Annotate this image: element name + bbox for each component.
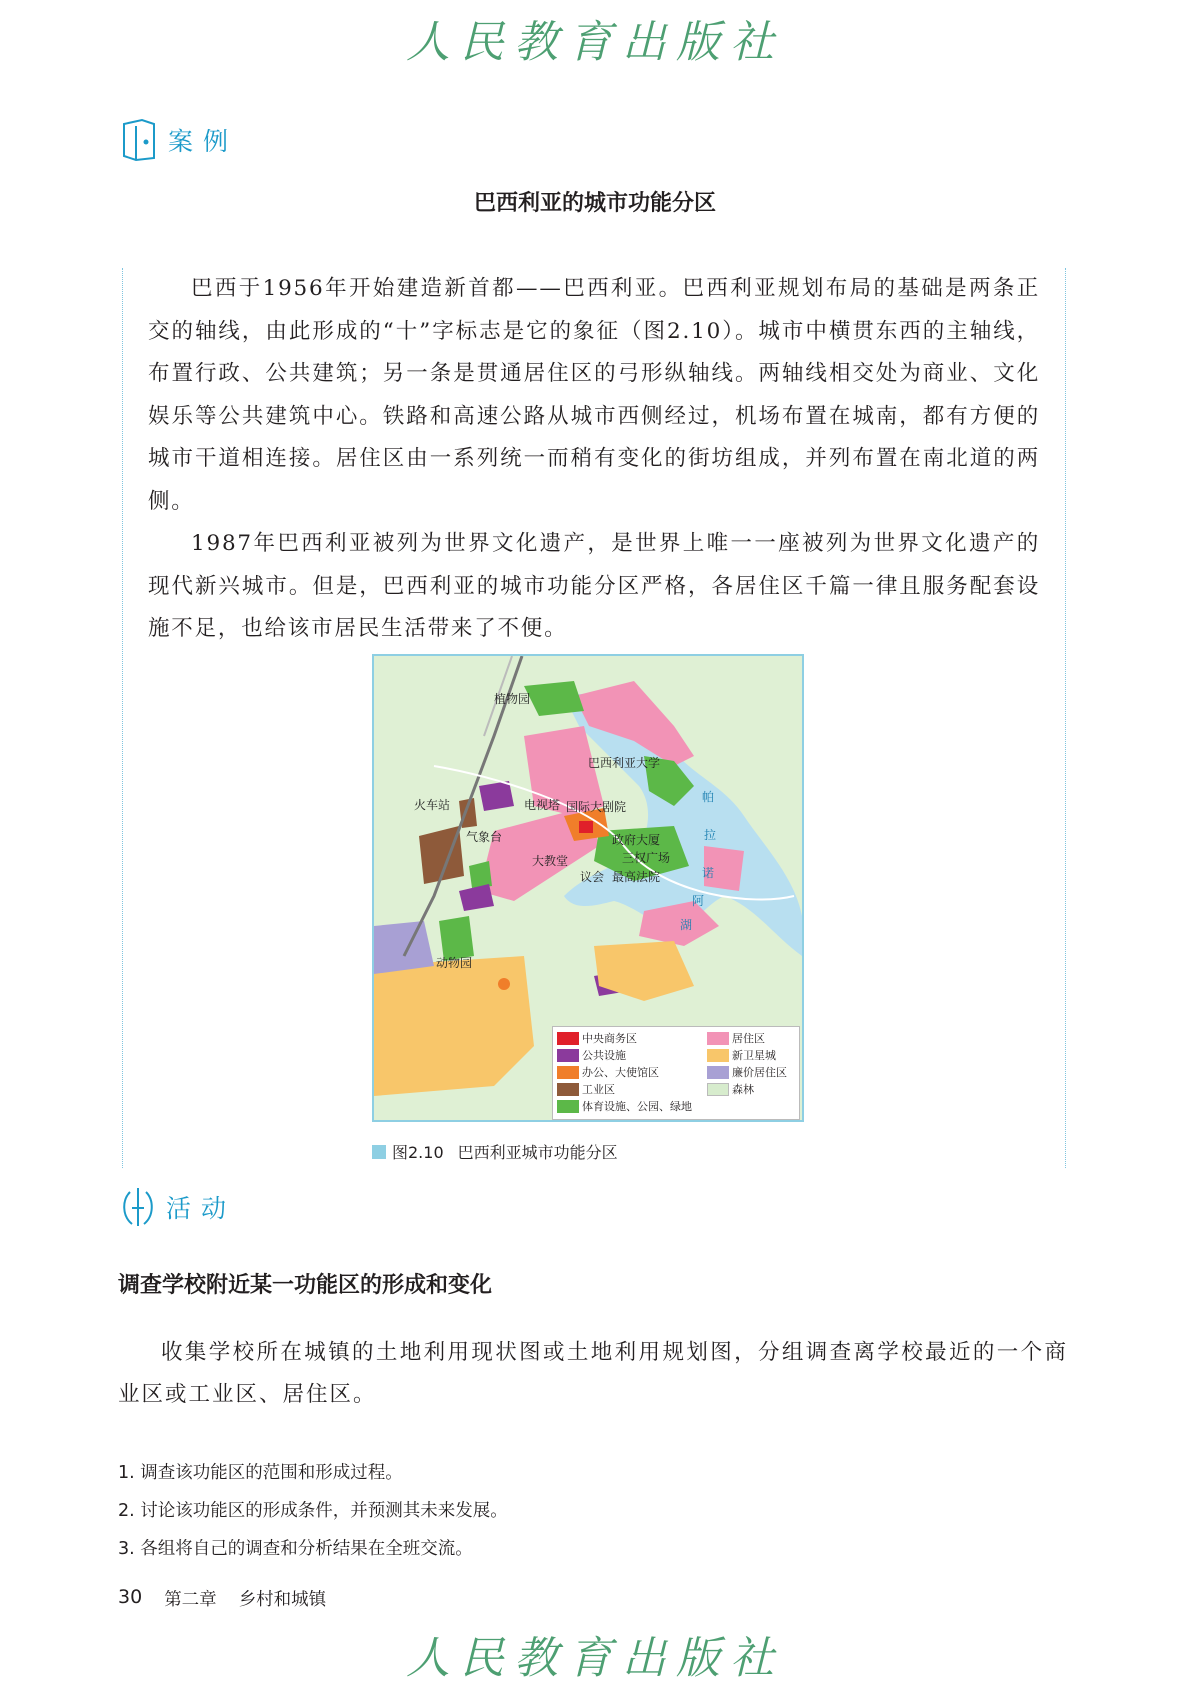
label-lake-5: 湖 [680, 918, 693, 932]
activity-title: 调查学校附近某一功能区的形成和变化 [118, 1273, 493, 1298]
label-theater: 国际大剧院 [566, 800, 627, 814]
case-title: 巴西利亚的城市功能分区 [473, 191, 716, 216]
label-lake-1: 帕 [702, 790, 715, 804]
activity-intro: 收集学校所在城镇的土地利用现状图或土地利用规划图，分组调查离学校最近的一个商业区或工业区、居住区。 [118, 1340, 1068, 1407]
figure-caption [372, 1140, 618, 1163]
label-tower: 电视塔 [524, 798, 561, 812]
label-court: 最高法院 [612, 870, 661, 884]
case-paragraph-1: 巴西于1956年开始建造新首都——巴西利亚。巴西利亚规划布局的基础是两条正交的轴线，由此形成的“十”字标志是它的象征（图2.10）。城市中横贯东西的主轴线，布置行政、公共建筑；另一条是贯通居住区的弓形纵轴线。两轴线相交处为商业、文化娱乐等公共建筑中心。铁路和高速公路从城市西侧经过，机场布置在城南，都有方便的城市干道相连接。居住区由一系列统一而稍有变化的街坊组成，并列布置在南北道的两侧。 [148, 276, 1040, 514]
label-lake-2: 拉 [704, 828, 717, 842]
label-weather: 气象台 [466, 830, 503, 844]
legend-item-parks: 体育设施、公园、绿地 [557, 1098, 692, 1114]
task-list [118, 1454, 508, 1568]
legend-item-lowcost: 廉价居住区 [707, 1064, 787, 1080]
case-label: 案例 [168, 127, 239, 156]
chapter-number: 第二章 [164, 1590, 217, 1610]
task-item-3: 3. 各组将自己的调查和分析结果在全班交流。 [118, 1539, 473, 1559]
figure-caption-text: 巴西利亚城市功能分区 [457, 1143, 618, 1162]
label-university: 巴西利亚大学 [588, 756, 661, 770]
page-footer [118, 1586, 326, 1611]
chapter-title: 乡村和城镇 [238, 1590, 327, 1610]
label-botanical: 植物园 [494, 692, 531, 706]
legend-item-satellite: 新卫星城 [707, 1047, 776, 1063]
legend-item-public: 公共设施 [557, 1047, 626, 1063]
map-legend [552, 1026, 800, 1120]
label-square: 三权广场 [622, 851, 671, 865]
label-zoo: 动物园 [436, 956, 473, 970]
page-number: 30 [118, 1586, 143, 1608]
caption-square-icon [372, 1145, 386, 1159]
legend-item-cbd: 中央商务区 [557, 1030, 637, 1046]
task-item-1: 1. 调查该功能区的范围和形成过程。 [118, 1463, 403, 1483]
label-station: 火车站 [414, 798, 451, 812]
label-gov: 政府大厦 [612, 833, 661, 847]
legend-item-forest: 森林 [707, 1081, 754, 1097]
activity-section-header [120, 1186, 236, 1228]
label-cathedral: 大教堂 [532, 854, 569, 868]
activity-label: 活动 [166, 1194, 237, 1223]
brasilia-map [372, 654, 804, 1122]
label-congress: 议会 [580, 870, 605, 884]
legend-item-industrial: 工业区 [557, 1081, 615, 1097]
legend-item-residential: 居住区 [707, 1030, 765, 1046]
activity-icon [120, 1186, 156, 1228]
case-section-header [120, 118, 238, 162]
label-lake-4: 阿 [692, 894, 705, 908]
case-paragraph-2: 1987年巴西利亚被列为世界文化遗产，是世界上唯一一座被列为世界文化遗产的现代新兴城市。但是，巴西利亚的城市功能分区严格，各居住区千篇一律且服务配套设施不足，也给该市居民生活带来了不便。 [148, 531, 1040, 641]
publisher-watermark-top: 人民教育出版社 [406, 17, 784, 68]
publisher-watermark-bottom: 人民教育出版社 [406, 1633, 784, 1684]
figure-number: 图2.10 [392, 1143, 444, 1162]
task-item-2: 2. 讨论该功能区的形成条件，并预测其未来发展。 [118, 1501, 508, 1521]
book-icon [120, 118, 158, 162]
label-lake-3: 诺 [702, 866, 715, 880]
legend-item-office: 办公、大使馆区 [557, 1064, 659, 1080]
